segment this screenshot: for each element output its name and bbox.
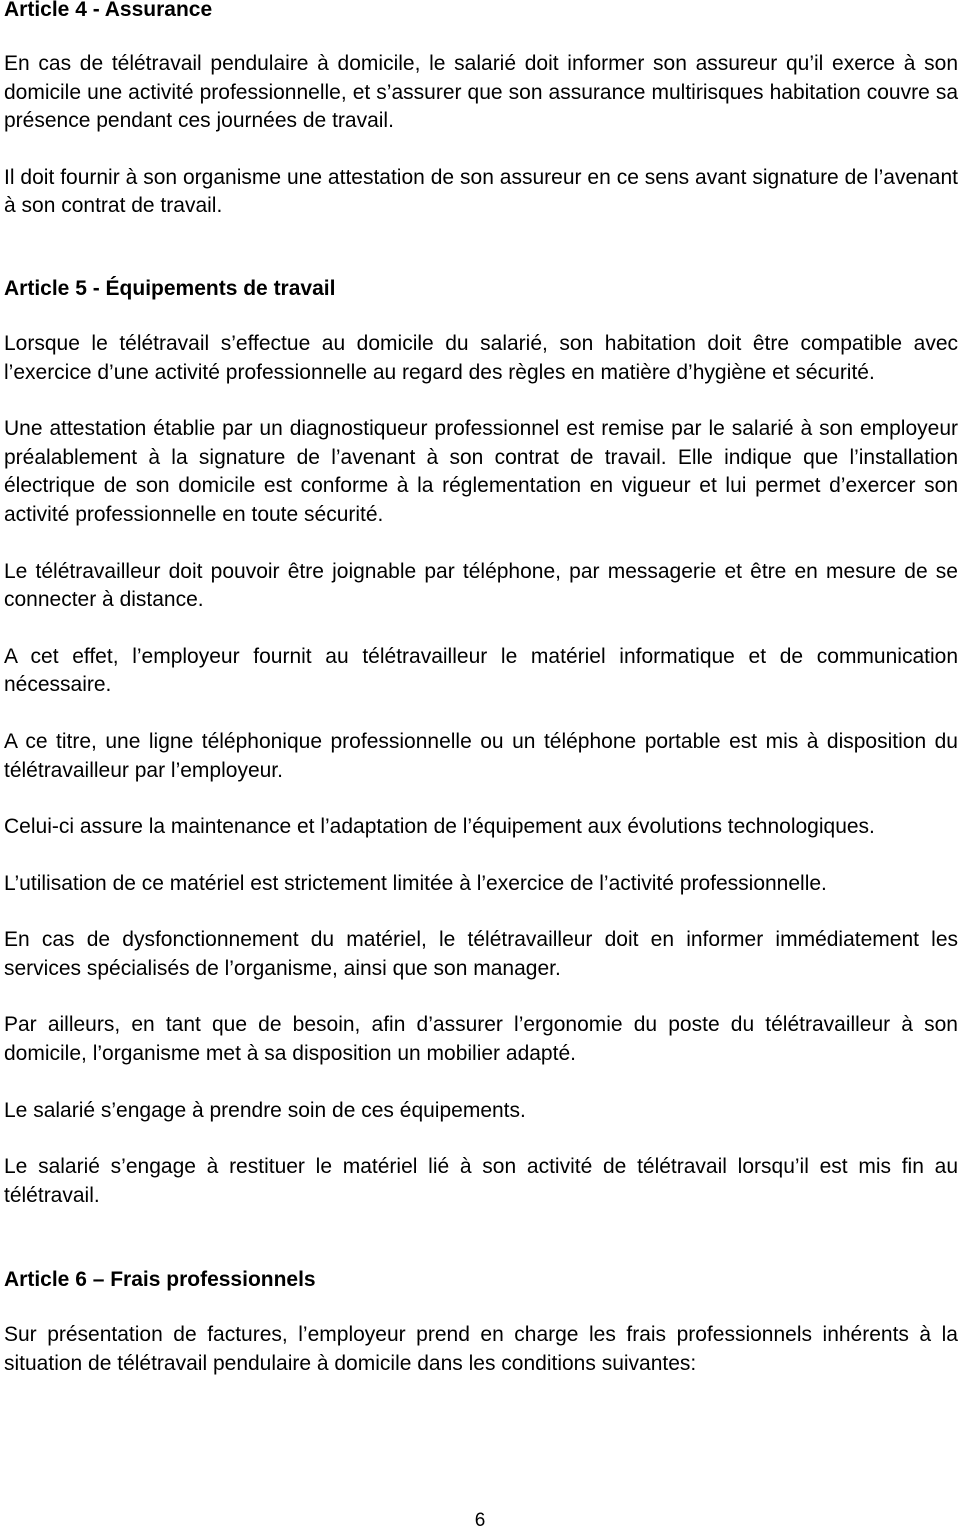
article-5-paragraph-10: Le salarié s’engage à prendre soin de ces équipements. bbox=[4, 1098, 526, 1122]
article-6-heading: Article 6 – Frais professionnels bbox=[4, 1268, 316, 1292]
article-5-paragraph-2: Une attestation établie par un diagnostiqueur professionnel est remise par le salarié à son employeur préalablement à la signature de l’avenant à son contrat de travail. Elle indique que l’installation électrique de son domicile est conforme à la réglementation en vigueur et lui permet d’exercer son activité professionnelle en toute sécurité. bbox=[4, 417, 958, 526]
article-6 bbox=[4, 1266, 958, 1378]
article-5-paragraph-9: Par ailleurs, en tant que de besoin, afin d’assurer l’ergonomie du poste du télétravailleur à son domicile, l’organisme met à sa disposition un mobilier adapté. bbox=[4, 1013, 958, 1066]
article-5-heading: Article 5 - Équipements de travail bbox=[4, 276, 336, 300]
article-5 bbox=[4, 275, 958, 1210]
article-5-paragraph-8: En cas de dysfonctionnement du matériel, le télétravailleur doit en informer immédiatement les services spécialisés de l’organisme, ainsi que son manager. bbox=[4, 928, 958, 980]
article-4-paragraph-2: Il doit fournir à son organisme une attestation de son assureur en ce sens avant signature de l’avenant à son contrat de travail. bbox=[4, 165, 958, 218]
article-6-paragraph-1: Sur présentation de factures, l’employeur prend en charge les frais professionnels inhérents à la situation de télétravail pendulaire à domicile dans les conditions suivantes: bbox=[4, 1323, 958, 1376]
article-4 bbox=[4, 0, 958, 221]
article-5-paragraph-5: A ce titre, une ligne téléphonique professionnelle ou un téléphone portable est mis à disposition du télétravailleur par l’employeur. bbox=[4, 729, 958, 782]
article-5-paragraph-3: Le télétravailleur doit pouvoir être joignable par téléphone, par messagerie et être en mesure de se connecter à distance. bbox=[4, 559, 958, 612]
article-4-heading: Article 4 - Assurance bbox=[4, 0, 213, 21]
page-number: 6 bbox=[474, 1510, 486, 1531]
article-5-paragraph-6: Celui-ci assure la maintenance et l’adaptation de l’équipement aux évolutions technologiques. bbox=[4, 815, 875, 839]
article-5-paragraph-4: A cet effet, l’employeur fournit au télétravailleur le matériel informatique et de communication nécessaire. bbox=[4, 644, 958, 697]
article-5-paragraph-1: Lorsque le télétravail s’effectue au domicile du salarié, son habitation doit être compatible avec l’exercice d’une activité professionnelle au regard des règles en matière d’hygiène et sécurité. bbox=[4, 331, 958, 384]
article-4-paragraph-1: En cas de télétravail pendulaire à domicile, le salarié doit informer son assureur qu’il exerce à son domicile une activité professionnelle, et s’assurer que son assurance multirisques habitation couvre sa présence pendant ces journées de travail. bbox=[4, 52, 958, 133]
article-5-paragraph-11: Le salarié s’engage à restituer le matériel lié à son activité de télétravail lorsqu’il est mis fin au télétravail. bbox=[4, 1155, 958, 1207]
article-5-paragraph-7: L’utilisation de ce matériel est strictement limitée à l’exercice de l’activité professionnelle. bbox=[4, 871, 827, 895]
document-page bbox=[4, 0, 958, 1379]
